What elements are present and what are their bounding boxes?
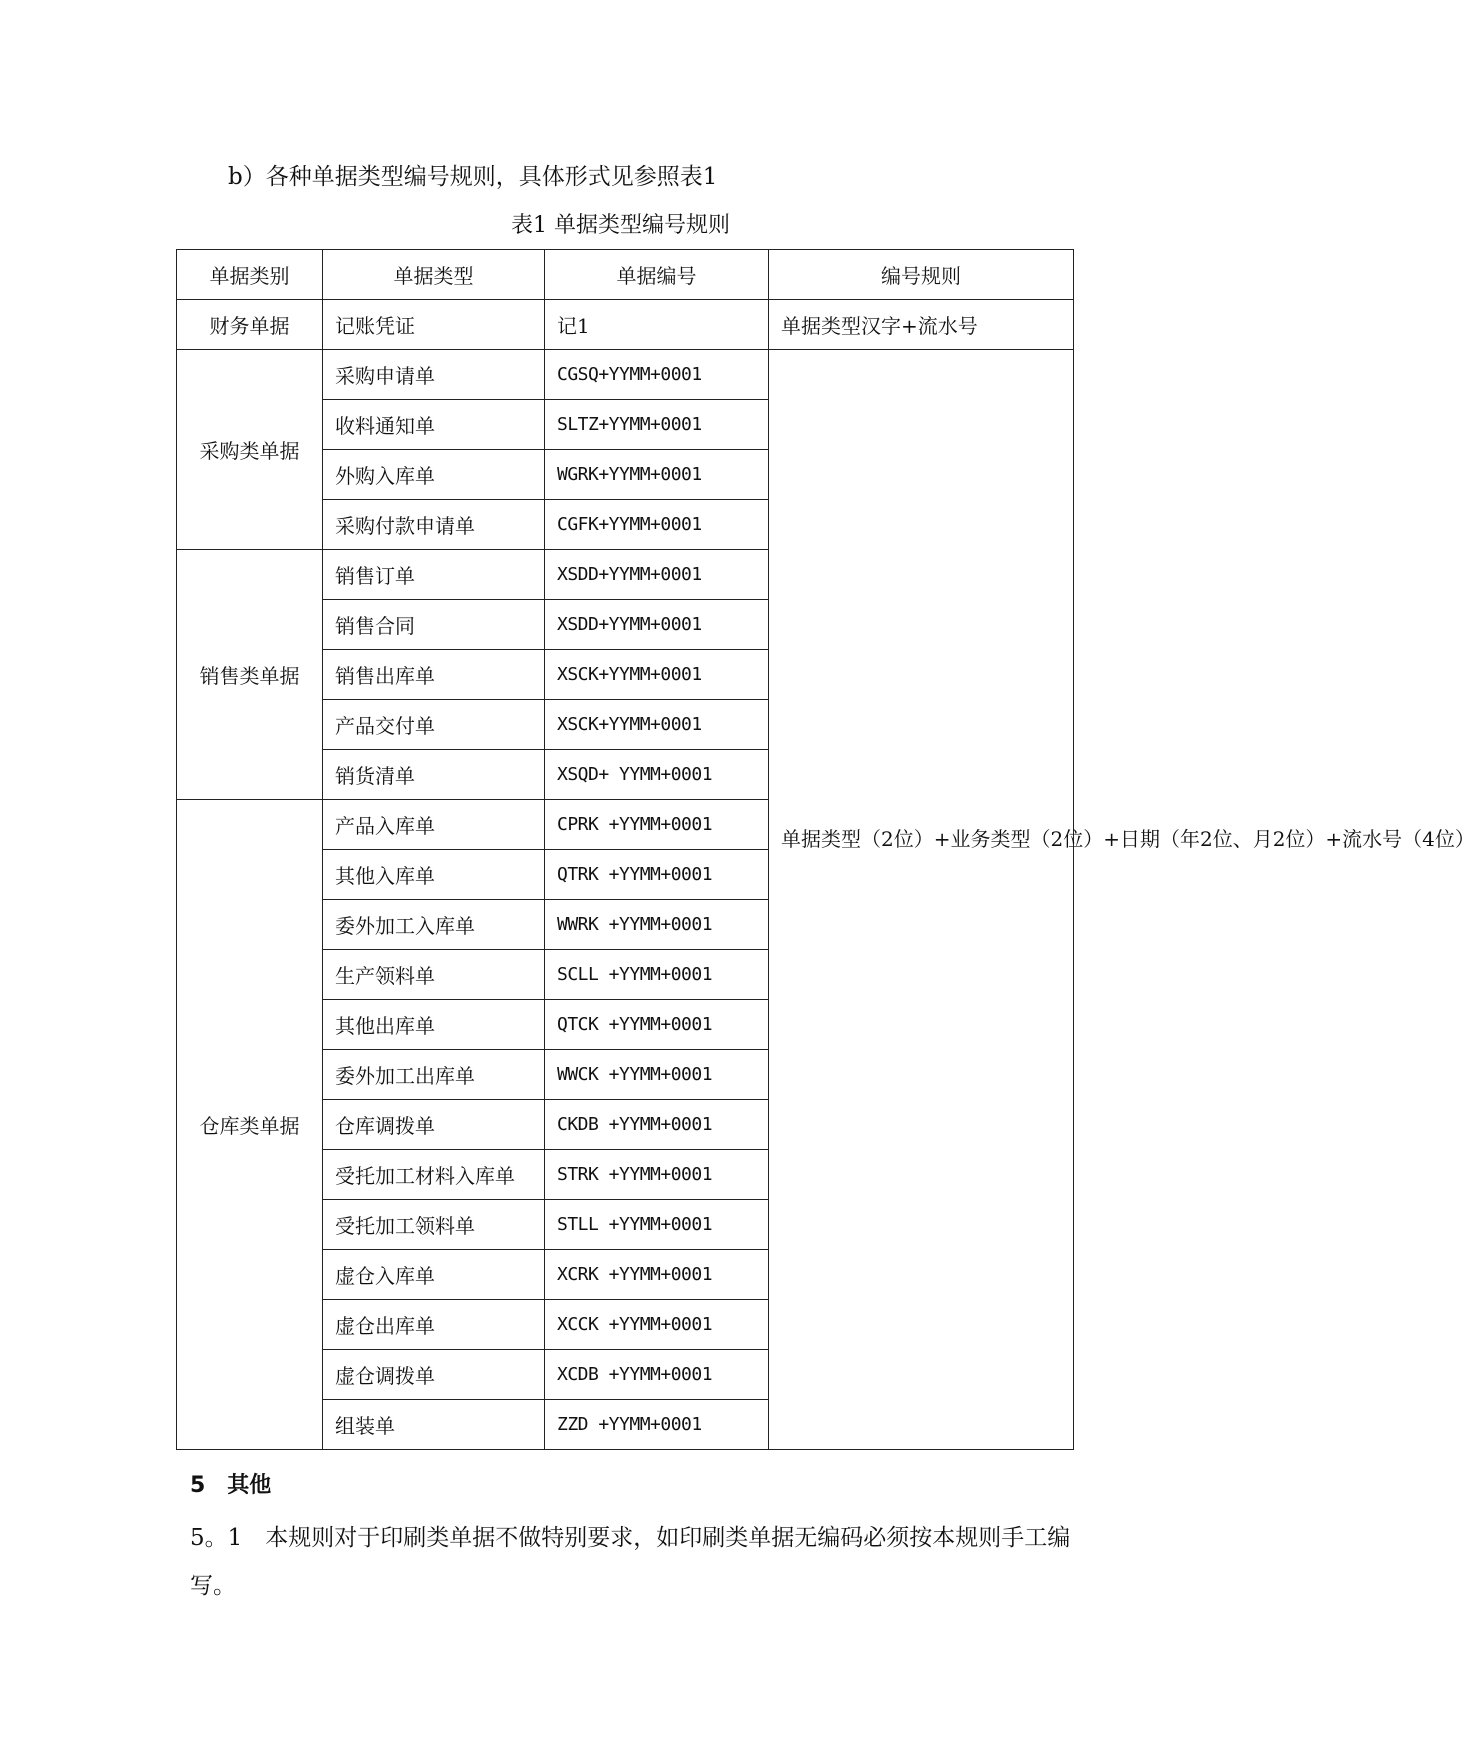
doc-code: ZZD +YYMM+0001 [545,1400,769,1450]
doc-type: 产品交付单 [323,700,545,750]
doc-code: XSDD+YYMM+0001 [545,550,769,600]
category-warehouse: 仓库类单据 [177,800,323,1450]
doc-type: 销货清单 [323,750,545,800]
doc-type: 销售出库单 [323,650,545,700]
doc-type: 仓库调拨单 [323,1100,545,1150]
doc-code: SLTZ+YYMM+0001 [545,400,769,450]
table-header-row [177,250,1074,300]
doc-type: 采购付款申请单 [323,500,545,550]
doc-code: XSDD+YYMM+0001 [545,600,769,650]
category-finance: 财务单据 [177,300,323,350]
doc-code: XCCK +YYMM+0001 [545,1300,769,1350]
doc-type: 虚仓调拨单 [323,1350,545,1400]
doc-type: 生产领料单 [323,950,545,1000]
doc-code: CGSQ+YYMM+0001 [545,350,769,400]
doc-code: XCRK +YYMM+0001 [545,1250,769,1300]
table-caption: 表1 单据类型编号规则 [511,213,730,238]
doc-type: 虚仓出库单 [323,1300,545,1350]
common-rule: 单据类型（2位）+业务类型（2位）+日期（年2位、月2位）+流水号（4位） [769,350,1074,1450]
doc-type: 销售订单 [323,550,545,600]
doc-code: CKDB +YYMM+0001 [545,1100,769,1150]
header-code: 单据编号 [545,250,769,300]
category-purchase: 采购类单据 [177,350,323,550]
doc-code: XSCK+YYMM+0001 [545,700,769,750]
doc-code: STRK +YYMM+0001 [545,1150,769,1200]
doc-code: 记1 [545,300,769,350]
doc-type: 外购入库单 [323,450,545,500]
category-sales: 销售类单据 [177,550,323,800]
doc-type: 记账凭证 [323,300,545,350]
doc-type: 其他入库单 [323,850,545,900]
doc-type: 委外加工出库单 [323,1050,545,1100]
doc-type: 组装单 [323,1400,545,1450]
doc-code: WWCK +YYMM+0001 [545,1050,769,1100]
doc-type: 采购申请单 [323,350,545,400]
doc-type: 销售合同 [323,600,545,650]
finance-rule: 单据类型汉字+流水号 [769,300,1074,350]
doc-type: 受托加工材料入库单 [323,1150,545,1200]
doc-code: XCDB +YYMM+0001 [545,1350,769,1400]
intro-paragraph: b）各种单据类型编号规则，具体形式见参照表1 [228,164,718,190]
doc-code: STLL +YYMM+0001 [545,1200,769,1250]
doc-type: 收料通知单 [323,400,545,450]
table-row [177,300,1074,350]
doc-code: QTRK +YYMM+0001 [545,850,769,900]
header-category: 单据类别 [177,250,323,300]
section-5-1-paragraph: 5。1 本规则对于印刷类单据不做特别要求，如印刷类单据无编码必须按本规则手工编写。 [190,1525,1071,1599]
doc-type: 委外加工入库单 [323,900,545,950]
doc-code: WWRK +YYMM+0001 [545,900,769,950]
doc-type: 其他出库单 [323,1000,545,1050]
table-row [177,350,1074,400]
doc-type: 受托加工领料单 [323,1200,545,1250]
doc-type: 产品入库单 [323,800,545,850]
doc-code: XSQD+ YYMM+0001 [545,750,769,800]
header-type: 单据类型 [323,250,545,300]
doc-code: CGFK+YYMM+0001 [545,500,769,550]
section-5-title: 5 其他 [190,1473,272,1498]
document-type-numbering-table [176,249,1475,1450]
doc-code: WGRK+YYMM+0001 [545,450,769,500]
doc-code: XSCK+YYMM+0001 [545,650,769,700]
doc-code: QTCK +YYMM+0001 [545,1000,769,1050]
doc-code: CPRK +YYMM+0001 [545,800,769,850]
header-rule: 编号规则 [769,250,1074,300]
doc-code: SCLL +YYMM+0001 [545,950,769,1000]
doc-type: 虚仓入库单 [323,1250,545,1300]
